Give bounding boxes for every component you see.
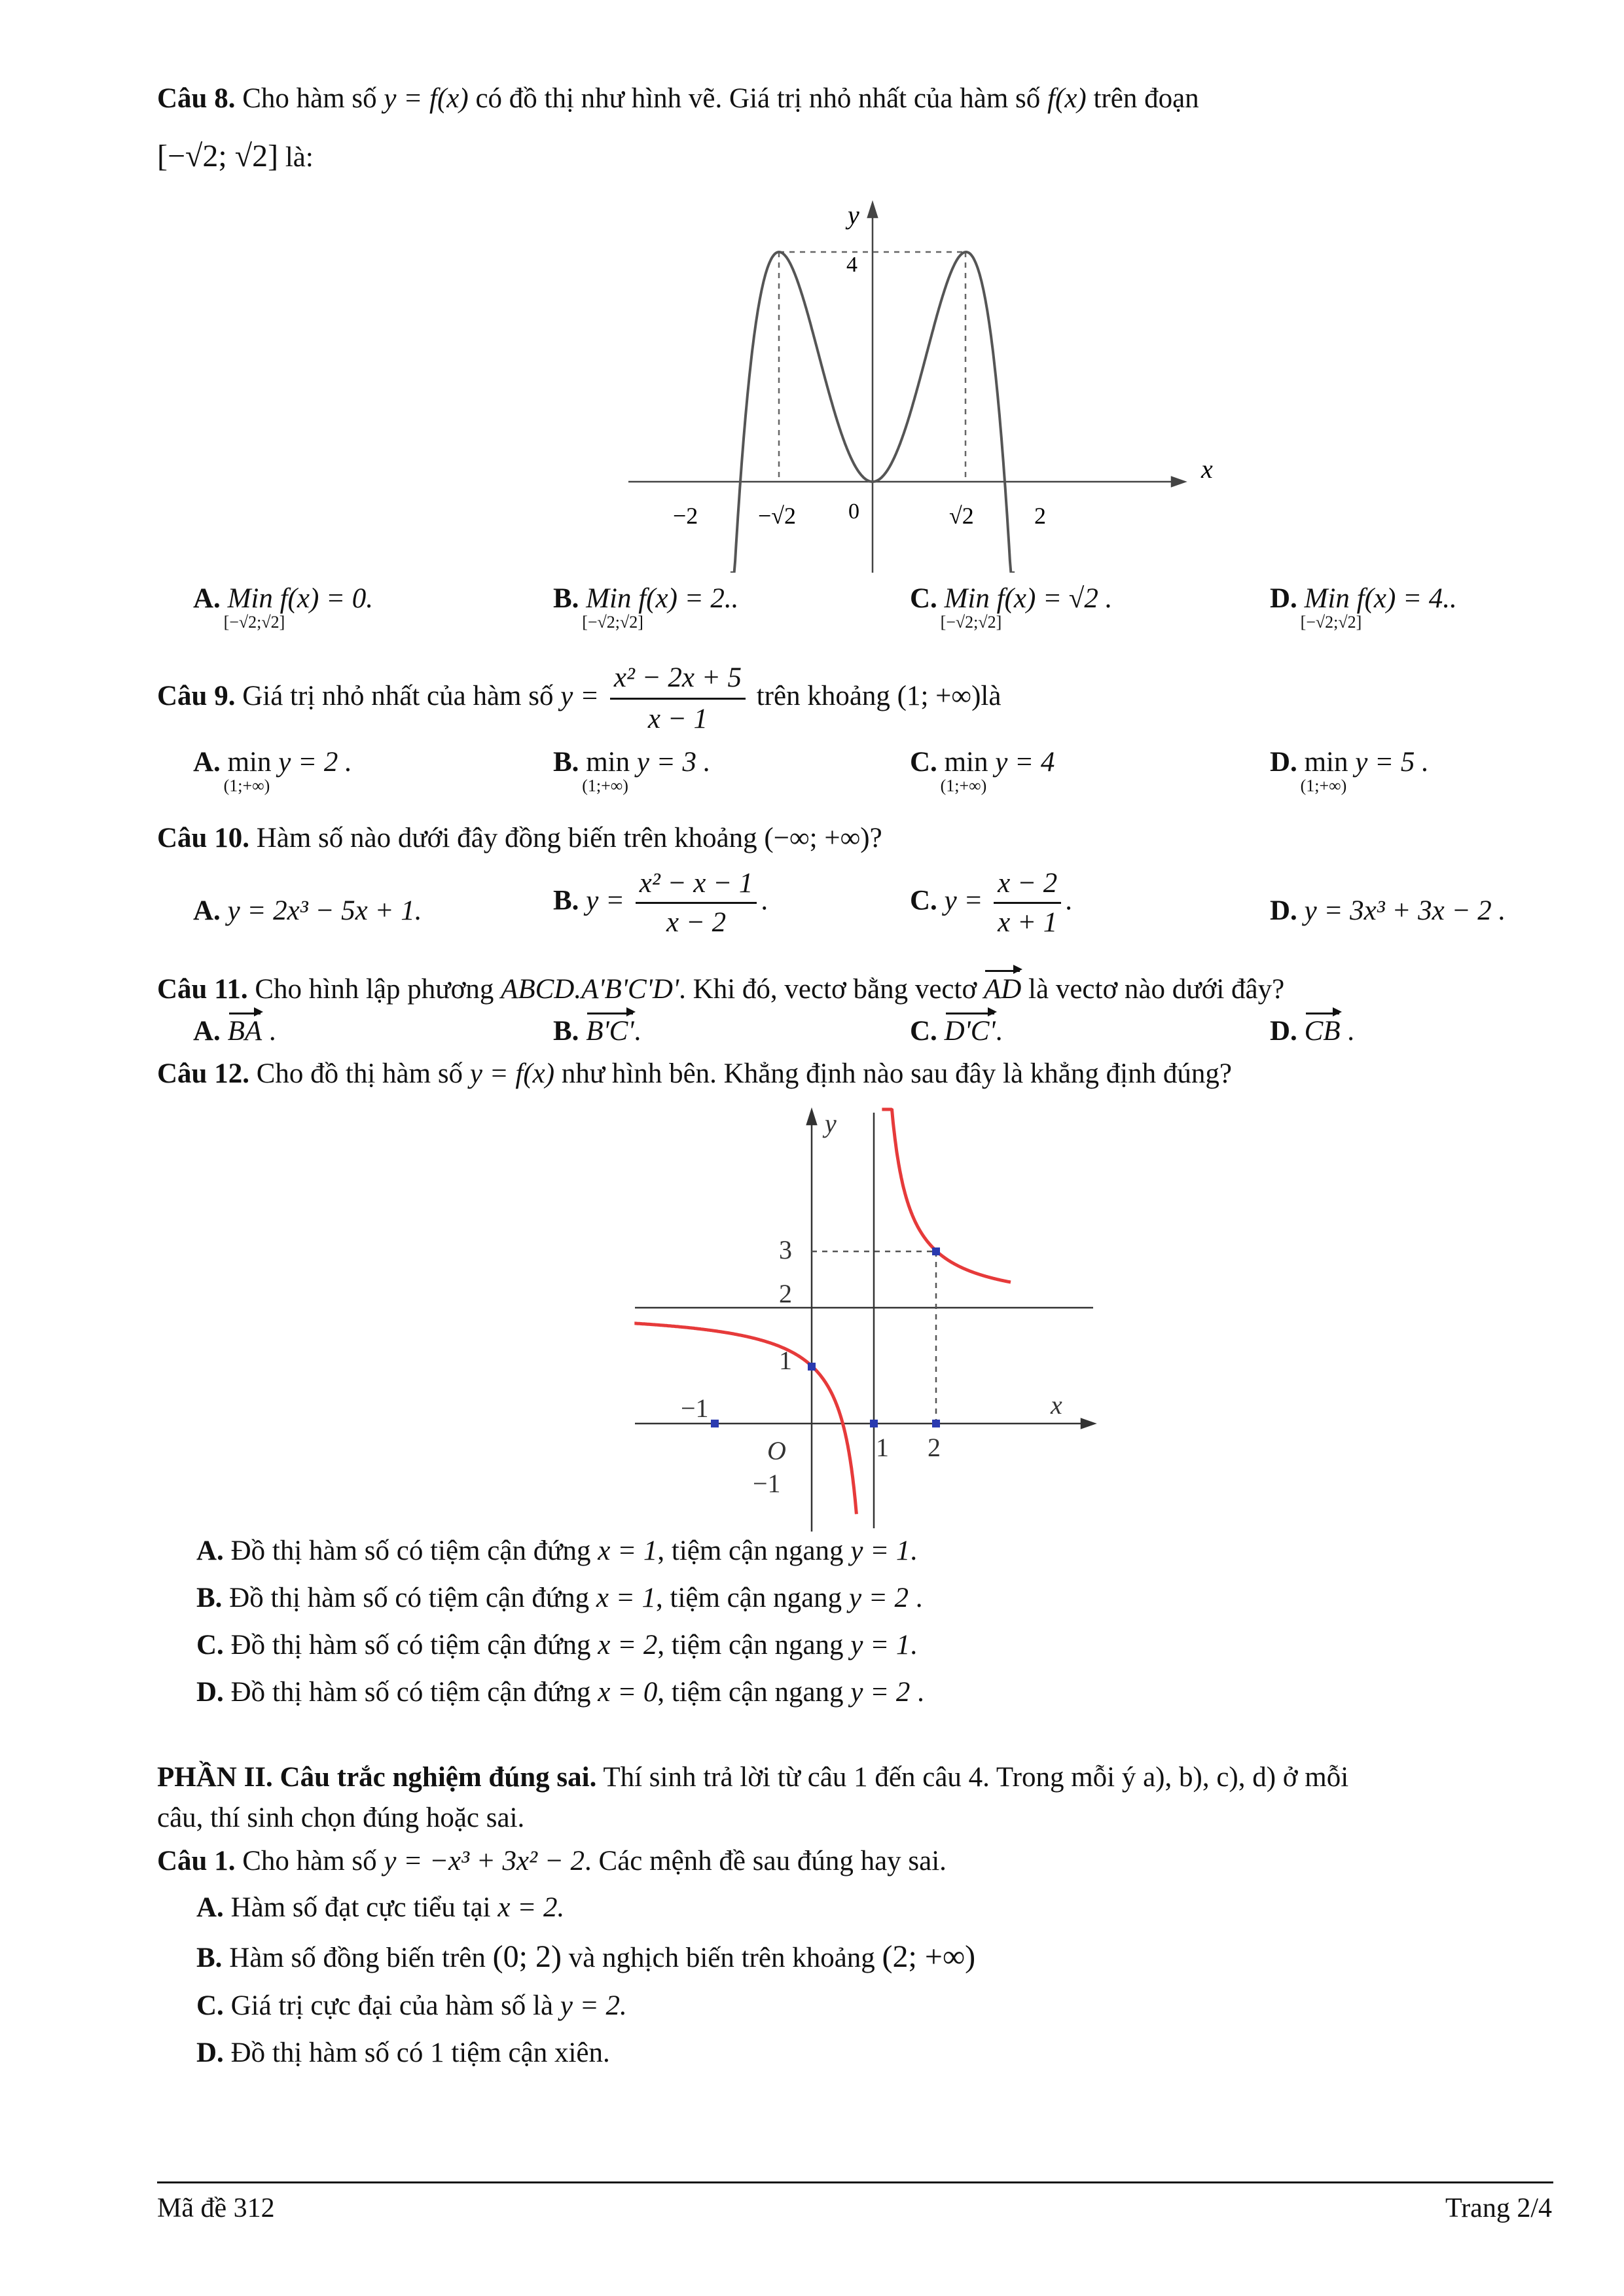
p2-q1-func: y = −x³ + 3x² − 2 — [384, 1846, 585, 1876]
q8-func: y = f(x) — [384, 83, 469, 114]
q10-interval: (−∞; +∞) — [764, 823, 870, 853]
q10-option-letter: B. — [553, 885, 579, 916]
q10-label: Câu 10. — [157, 823, 249, 853]
q8-y-tick-4: 4 — [846, 253, 857, 277]
q11-option-a[interactable] — [193, 1011, 276, 1047]
q11-text-b: . Khi đó, vectơ bằng vectơ — [679, 974, 977, 1005]
p2-q1-text-b: . Các mệnh đề sau đúng hay sai. — [585, 1846, 947, 1876]
q9-min-sub: (1;+∞) — [940, 776, 987, 795]
q10-stem — [157, 821, 1552, 855]
q10-denominator: x + 1 — [998, 907, 1058, 938]
q9-option-b[interactable] — [553, 746, 711, 795]
q12-curve-left — [634, 1323, 856, 1514]
q11-option-letter: B. — [553, 1016, 579, 1047]
q8-option-c[interactable] — [910, 583, 1113, 632]
q12-x-tick: 1 — [876, 1433, 889, 1462]
q11-option-d[interactable] — [1270, 1011, 1354, 1047]
q12-vertical: x = 1 — [598, 1535, 658, 1566]
q9-option-expr: y = 4 — [995, 747, 1055, 778]
q8-min — [940, 583, 1002, 632]
q9-min-sub: (1;+∞) — [223, 776, 270, 795]
footer-divider — [157, 2181, 1553, 2183]
q8-text-c: trên đoạn — [1093, 83, 1199, 114]
q9-option-letter: A. — [193, 747, 221, 778]
q8-min — [1300, 583, 1362, 632]
statement-text: Đồ thị hàm số có 1 tiệm cận xiên. — [230, 2037, 610, 2068]
statement-letter: D. — [196, 2037, 224, 2068]
q9-options — [0, 746, 1624, 812]
q10-y-eq: y = — [586, 885, 625, 916]
q12-option-c[interactable] — [196, 1629, 917, 1661]
q12-x-label: x — [1051, 1390, 1062, 1420]
q12-horizontal: y = 1 — [850, 1630, 911, 1660]
q12-y-tick: 2 — [779, 1279, 792, 1308]
q11-option-vector: CB — [1305, 1011, 1341, 1047]
q11-options — [0, 1011, 1624, 1057]
q12-y-tick: −1 — [753, 1469, 781, 1498]
q9-option-expr: y = 2 . — [278, 747, 352, 778]
q12-tail: . — [910, 1677, 924, 1708]
q10-fraction — [636, 867, 757, 939]
q12-curve-right — [882, 1109, 1011, 1282]
q10-options — [0, 867, 1624, 965]
q11-tail: . — [634, 1016, 641, 1047]
q9-stem — [157, 661, 1552, 736]
q12-label: Câu 12. — [157, 1058, 249, 1089]
q8-option-expr: f(x) = 0. — [280, 583, 374, 614]
q11-option-vector: D'C' — [945, 1011, 996, 1047]
statement-text2: và nghịch biến trên khoảng — [568, 1943, 875, 1973]
q11-cube: ABCD.A'B'C'D' — [501, 974, 679, 1005]
q8-graph — [615, 196, 1244, 573]
statement-letter: C. — [196, 1990, 224, 2021]
q12-point — [932, 1247, 940, 1255]
q10-y-eq: y = — [944, 885, 983, 916]
q12-option-letter: B. — [196, 1583, 223, 1613]
q9-option-expr: y = 5 . — [1355, 747, 1429, 778]
p2-q1-stem — [157, 1844, 1552, 1878]
statement-math2: (2; +∞) — [882, 1939, 976, 1974]
q8-option-expr: f(x) = 4.. — [1356, 583, 1457, 614]
q8-min-word: Min — [227, 583, 273, 614]
q12-point — [711, 1420, 719, 1427]
q9-min — [1300, 746, 1348, 795]
q11-option-c[interactable] — [910, 1011, 1002, 1047]
q8-min — [223, 583, 285, 632]
q10-option-expr: y = 3x³ + 3x − 2 . — [1304, 895, 1506, 926]
q12-vertical: x = 0 — [598, 1677, 658, 1708]
q10-numerator: x² − x − 1 — [636, 867, 757, 904]
q9-option-a[interactable] — [193, 746, 352, 795]
q9-min-sub: (1;+∞) — [582, 776, 628, 795]
q11-text-c: là vectơ nào dưới đây? — [1028, 974, 1285, 1005]
q8-x-tick: √2 — [949, 503, 974, 529]
q9-option-c[interactable] — [910, 746, 1055, 795]
q8-min-word: Min — [586, 583, 632, 614]
q10-option-a[interactable] — [193, 895, 422, 927]
q12-option-b[interactable] — [196, 1582, 923, 1614]
q9-fraction — [610, 661, 746, 736]
q12-y-tick: 1 — [779, 1346, 792, 1375]
q9-option-letter: C. — [910, 747, 937, 778]
q8-x-tick: 2 — [1034, 503, 1046, 529]
q11-vector-ad: AD — [984, 969, 1021, 1007]
p2-q1-text-a: Cho hàm số — [242, 1846, 377, 1876]
p2-q1-label: Câu 1. — [157, 1846, 236, 1876]
statement-text: Hàm số đồng biến trên — [229, 1943, 486, 1973]
statement-text: Giá trị cực đại của hàm số là — [230, 1990, 554, 2021]
q9-min — [223, 746, 272, 795]
q8-min-word: Min — [944, 583, 990, 614]
q12-text-b: như hình bên. Khẳng định nào sau đây là khẳng định đúng? — [561, 1058, 1232, 1089]
q12-stem — [157, 1057, 1552, 1091]
q10-option-expr: y = 2x³ − 5x + 1. — [227, 895, 422, 926]
q10-denominator: x − 2 — [666, 907, 727, 938]
q8-min-sub: [−√2;√2] — [582, 613, 643, 632]
q9-min-word: min — [944, 747, 988, 778]
q10-text-a: Hàm số nào dưới đây đồng biến trên khoảng — [256, 823, 757, 853]
q12-option-text2: , tiệm cận ngang — [657, 1630, 844, 1660]
q8-fx: f(x) — [1047, 83, 1087, 114]
q12-y-label: y — [825, 1109, 837, 1138]
q8-option-letter: A. — [193, 583, 221, 614]
q12-option-d[interactable] — [196, 1676, 924, 1708]
q12-option-text2: , tiệm cận ngang — [656, 1583, 842, 1613]
q12-option-text: Đồ thị hàm số có tiệm cận đứng — [229, 1583, 590, 1613]
q12-graph — [628, 1106, 1100, 1532]
statement-math: x = 2. — [497, 1892, 565, 1923]
q12-option-text: Đồ thị hàm số có tiệm cận đứng — [230, 1535, 591, 1566]
q9-interval: (1; +∞) — [897, 680, 981, 711]
q10-tail: . — [1065, 885, 1073, 916]
q9-min — [940, 746, 988, 795]
q11-option-letter: A. — [193, 1016, 221, 1047]
statement-letter: A. — [196, 1892, 224, 1923]
q9-text-c: là — [981, 680, 1001, 711]
q11-option-vector: B'C' — [586, 1011, 634, 1047]
q12-point — [808, 1363, 816, 1371]
q12-option-text: Đồ thị hàm số có tiệm cận đứng — [230, 1630, 591, 1660]
q10-tail: . — [761, 885, 768, 916]
q9-text-a: Giá trị nhỏ nhất của hàm số — [242, 680, 554, 711]
q11-option-letter: C. — [910, 1016, 937, 1047]
q12-option-a[interactable] — [196, 1535, 917, 1567]
q8-stem-line2 — [157, 137, 1552, 175]
q8-text-a: Cho hàm số — [242, 83, 377, 114]
q8-text-d: là: — [285, 142, 314, 173]
p2-q1-statement-d[interactable] — [196, 2037, 610, 2069]
q10-numerator: x − 2 — [994, 867, 1061, 904]
q12-option-text2: , tiệm cận ngang — [657, 1535, 844, 1566]
q9-numerator: x² − 2x + 5 — [610, 661, 746, 700]
q12-tail: . — [910, 1630, 918, 1660]
p2-q1-statement-b[interactable] — [196, 1939, 975, 1975]
q10-option-letter: D. — [1270, 895, 1297, 926]
footer-page-number: Trang 2/4 — [1445, 2193, 1552, 2223]
q12-horizontal: y = 1 — [850, 1535, 911, 1566]
p2-q1-statement-a[interactable] — [196, 1892, 564, 1924]
q12-x-tick: −1 — [681, 1393, 709, 1423]
q8-x-tick: 0 — [848, 499, 859, 524]
q9-min-word: min — [1304, 747, 1348, 778]
q8-label: Câu 8. — [157, 83, 236, 114]
q8-text-b: có đồ thị như hình vẽ. Giá trị nhỏ nhất của hàm số — [475, 83, 1041, 114]
q8-min-sub: [−√2;√2] — [1300, 613, 1362, 632]
q8-min-sub: [−√2;√2] — [223, 613, 285, 632]
q11-tail: . — [262, 1016, 276, 1047]
q9-min-word: min — [227, 747, 272, 778]
q12-func: y = f(x) — [469, 1058, 555, 1089]
q12-horizontal: y = 2 — [850, 1677, 911, 1708]
q8-option-d[interactable] — [1270, 583, 1457, 632]
q9-text-b: trên khoảng — [756, 680, 890, 711]
part2-heading-rest: Thí sinh trả lời từ câu 1 đến câu 4. Trong mỗi ý a), b), c), d) ở mỗi — [603, 1762, 1349, 1793]
q12-x-tick: 2 — [928, 1433, 941, 1462]
q11-option-vector: BA — [228, 1011, 262, 1047]
q8-option-letter: B. — [553, 583, 579, 614]
q12-tail: . — [910, 1535, 918, 1566]
q9-min — [582, 746, 630, 795]
q8-option-a[interactable] — [193, 583, 374, 632]
q8-min — [582, 583, 643, 632]
p2-q1-statement-c[interactable] — [196, 1990, 627, 2022]
q11-option-b[interactable] — [553, 1011, 641, 1047]
q8-option-expr: f(x) = √2 . — [996, 583, 1113, 614]
q9-option-letter: D. — [1270, 747, 1297, 778]
q11-tail: . — [995, 1016, 1003, 1047]
q8-x-tick: −2 — [673, 503, 698, 529]
q12-tail: . — [909, 1583, 923, 1613]
q12-origin: O — [767, 1436, 786, 1465]
statement-letter: B. — [196, 1943, 223, 1973]
q8-x-label: x — [1201, 454, 1213, 484]
q8-min-word: Min — [1304, 583, 1350, 614]
q11-label: Câu 11. — [157, 974, 248, 1005]
q10-fraction — [994, 867, 1061, 939]
q8-stem-line1 — [157, 82, 1552, 116]
statement-text: Hàm số đạt cực tiểu tại — [230, 1892, 491, 1923]
q9-denominator: x − 1 — [647, 703, 708, 734]
q10-option-d[interactable] — [1270, 895, 1506, 927]
q9-option-expr: y = 3 . — [636, 747, 711, 778]
footer-exam-code: Mã đề 312 — [157, 2193, 275, 2223]
q8-y-label: y — [848, 200, 859, 230]
q12-vertical: x = 2 — [598, 1630, 658, 1660]
part2-heading-bold: PHẦN II. Câu trắc nghiệm đúng sai. — [157, 1762, 597, 1793]
q8-min-sub: [−√2;√2] — [940, 613, 1002, 632]
q8-option-letter: D. — [1270, 583, 1297, 614]
statement-math: (0; 2) — [492, 1939, 562, 1974]
q8-option-letter: C. — [910, 583, 937, 614]
q10-option-c[interactable] — [910, 867, 1072, 939]
part2-heading — [157, 1761, 1552, 1795]
q12-option-letter: C. — [196, 1630, 224, 1660]
q9-y-eq: y = — [560, 680, 600, 711]
q11-option-letter: D. — [1270, 1016, 1297, 1047]
q8-options — [0, 583, 1624, 655]
q11-text-a: Cho hình lập phương — [255, 974, 494, 1005]
q11-stem — [157, 969, 1552, 1007]
q9-option-d[interactable] — [1270, 746, 1429, 795]
q12-option-letter: A. — [196, 1535, 224, 1566]
q12-text-a: Cho đồ thị hàm số — [256, 1058, 463, 1089]
q8-interval: [−√2; √2] — [157, 139, 279, 173]
q10-text-b: ? — [869, 823, 882, 853]
q9-label: Câu 9. — [157, 680, 236, 711]
q8-option-expr: f(x) = 2.. — [638, 583, 739, 614]
q11-tail: . — [1340, 1016, 1355, 1047]
q12-option-text2: , tiệm cận ngang — [657, 1677, 844, 1708]
q12-option-text: Đồ thị hàm số có tiệm cận đứng — [230, 1677, 591, 1708]
q12-horizontal: y = 2 — [848, 1583, 909, 1613]
q12-vertical: x = 1 — [596, 1583, 656, 1613]
q9-min-word: min — [586, 747, 630, 778]
q12-option-letter: D. — [196, 1677, 224, 1708]
q10-option-letter: C. — [910, 885, 937, 916]
statement-math: y = 2. — [560, 1990, 627, 2021]
q12-y-tick: 3 — [779, 1235, 792, 1265]
q8-x-tick: −√2 — [758, 503, 797, 529]
q8-option-b[interactable] — [553, 583, 739, 632]
q10-option-letter: A. — [193, 895, 221, 926]
q9-min-sub: (1;+∞) — [1300, 776, 1347, 795]
q12-point — [932, 1420, 940, 1427]
q9-option-letter: B. — [553, 747, 579, 778]
part2-heading-line2: câu, thí sinh chọn đúng hoặc sai. — [157, 1803, 525, 1833]
q12-point — [870, 1420, 878, 1427]
q10-option-b[interactable] — [553, 867, 768, 939]
